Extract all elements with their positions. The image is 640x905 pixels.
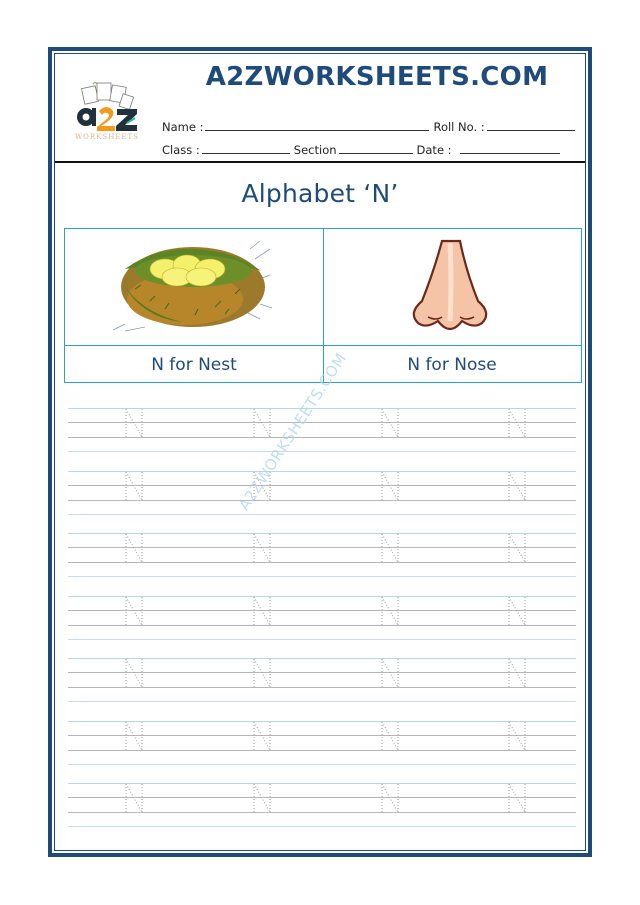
guide-line-bottom: [68, 576, 576, 577]
guide-line-bottom: [68, 451, 576, 452]
tracing-row[interactable]: [68, 721, 576, 765]
dotted-letter-n-icon: [251, 408, 273, 438]
dotted-letter-n-icon: [379, 533, 401, 563]
dotted-letter-n-icon: [251, 783, 273, 813]
worksheet-page: [48, 47, 592, 857]
guide-line-bottom: [68, 764, 576, 765]
dotted-letter-n-icon: [379, 596, 401, 626]
dotted-letter-n-icon: [379, 783, 401, 813]
dotted-letter-n-icon: [379, 471, 401, 501]
nose-icon: [323, 229, 581, 345]
dotted-letter-n-icon: [379, 658, 401, 688]
guide-line-bottom: [68, 514, 576, 515]
tracing-area: [68, 408, 576, 848]
dotted-letter-n-icon: [379, 408, 401, 438]
dotted-letter-n-icon: [123, 721, 145, 751]
dotted-letter-n-icon: [506, 658, 528, 688]
name-roll-row: [162, 118, 579, 134]
tracing-row[interactable]: [68, 596, 576, 640]
class-section-date-row: [162, 141, 564, 157]
tracing-row[interactable]: [68, 408, 576, 452]
worksheet-header: [55, 54, 585, 162]
dotted-letter-n-icon: [123, 783, 145, 813]
dotted-letter-n-icon: [251, 471, 273, 501]
tracing-row[interactable]: [68, 471, 576, 515]
dotted-letter-n-icon: [123, 658, 145, 688]
dotted-letter-n-icon: [251, 533, 273, 563]
class-field[interactable]: [202, 141, 290, 154]
dotted-letter-n-icon: [123, 533, 145, 563]
guide-line-bottom: [68, 701, 576, 702]
watermark: A2ZWORKSHEETS.COM: [235, 349, 351, 514]
dotted-letter-n-icon: [506, 596, 528, 626]
roll-no-field[interactable]: [487, 118, 575, 131]
dotted-letter-n-icon: [251, 596, 273, 626]
tracing-row[interactable]: [68, 658, 576, 702]
page-inner-border: [54, 53, 586, 851]
roll-no-label: Roll No. :: [433, 120, 485, 134]
name-field[interactable]: [205, 118, 429, 131]
dotted-letter-n-icon: [506, 533, 528, 563]
class-label: Class :: [162, 143, 200, 157]
dotted-letter-n-icon: [123, 596, 145, 626]
site-title: A2ZWORKSHEETS.COM: [205, 62, 549, 92]
picture-table: [64, 228, 582, 383]
a2z-logo-icon: [65, 81, 149, 141]
dotted-letter-n-icon: [506, 471, 528, 501]
dotted-letter-n-icon: [506, 783, 528, 813]
date-label: Date :: [416, 143, 452, 157]
page-title: Alphabet ‘N’: [241, 179, 399, 208]
tracing-row[interactable]: [68, 783, 576, 827]
name-label: Name :: [162, 120, 204, 134]
dotted-letter-n-icon: [123, 471, 145, 501]
picture-cell-nose: [323, 229, 581, 345]
picture-label-nest: N for Nest: [65, 346, 324, 383]
guide-line-bottom: [68, 826, 576, 827]
nest-icon: [65, 229, 323, 345]
dotted-letter-n-icon: [379, 721, 401, 751]
picture-cell-nest: [65, 229, 324, 345]
dotted-letter-n-icon: [506, 721, 528, 751]
dotted-letter-n-icon: [251, 721, 273, 751]
dotted-letter-n-icon: [123, 408, 145, 438]
section-label: Section: [293, 143, 337, 157]
dotted-letter-n-icon: [506, 408, 528, 438]
tracing-row[interactable]: [68, 533, 576, 577]
header-divider: [55, 161, 585, 163]
section-field[interactable]: [339, 141, 413, 154]
svg-text:WORKSHEETS: WORKSHEETS: [74, 133, 140, 141]
logo-graphic: [65, 81, 149, 141]
dotted-letter-n-icon: [251, 658, 273, 688]
guide-line-bottom: [68, 639, 576, 640]
picture-label-nose: N for Nose: [407, 354, 497, 375]
date-field[interactable]: [460, 141, 560, 154]
